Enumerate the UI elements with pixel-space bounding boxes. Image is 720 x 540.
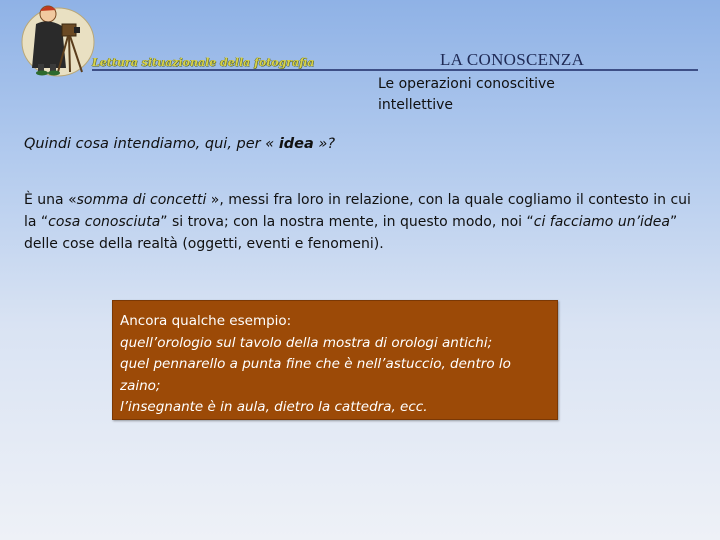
examples-heading: Ancora qualche esempio:	[120, 313, 292, 329]
section-heading-line: Le operazioni conoscitive	[378, 76, 555, 92]
paragraph-text: ” si trova; con la nostra mente, in questo modo, noi “	[160, 214, 534, 230]
section-heading	[378, 74, 678, 116]
examples-box	[112, 300, 558, 420]
question-keyword: idea	[278, 136, 314, 152]
header-divider	[92, 69, 698, 71]
definition-paragraph	[24, 189, 700, 255]
paragraph-emphasis: ci facciamo un’idea	[533, 214, 670, 230]
slide-title: LA CONOSCENZA	[440, 50, 585, 69]
question-part: Quindi cosa intendiamo, qui, per «	[24, 136, 279, 152]
example-line: l’insegnante è in aula, dietro la cattedra, ecc.	[120, 399, 428, 415]
question-text	[24, 136, 335, 152]
section-heading-line: intellettive	[378, 97, 454, 113]
paragraph-text: È una «	[24, 192, 77, 208]
paragraph-text: ” delle cose della realtà (oggetti, eventi e fenomeni).	[24, 214, 678, 252]
question-part: »?	[313, 136, 336, 152]
example-line: zaino;	[120, 377, 161, 394]
paragraph-text: », messi fra loro in relazione, con la quale cogliamo il contesto in cui la “	[24, 192, 691, 230]
photographer-logo-icon	[18, 2, 98, 78]
example-line: quell’orologio sul tavolo della mostra di orologi antichi;	[120, 334, 493, 351]
paragraph-emphasis: somma di concetti	[76, 192, 207, 208]
paragraph-emphasis: cosa conosciuta	[48, 214, 161, 230]
presentation-subtitle: Lettura situazionale della fotografia	[92, 56, 315, 69]
example-line: quel pennarello a punta fine che è nell’astuccio, dentro lo	[120, 356, 511, 372]
